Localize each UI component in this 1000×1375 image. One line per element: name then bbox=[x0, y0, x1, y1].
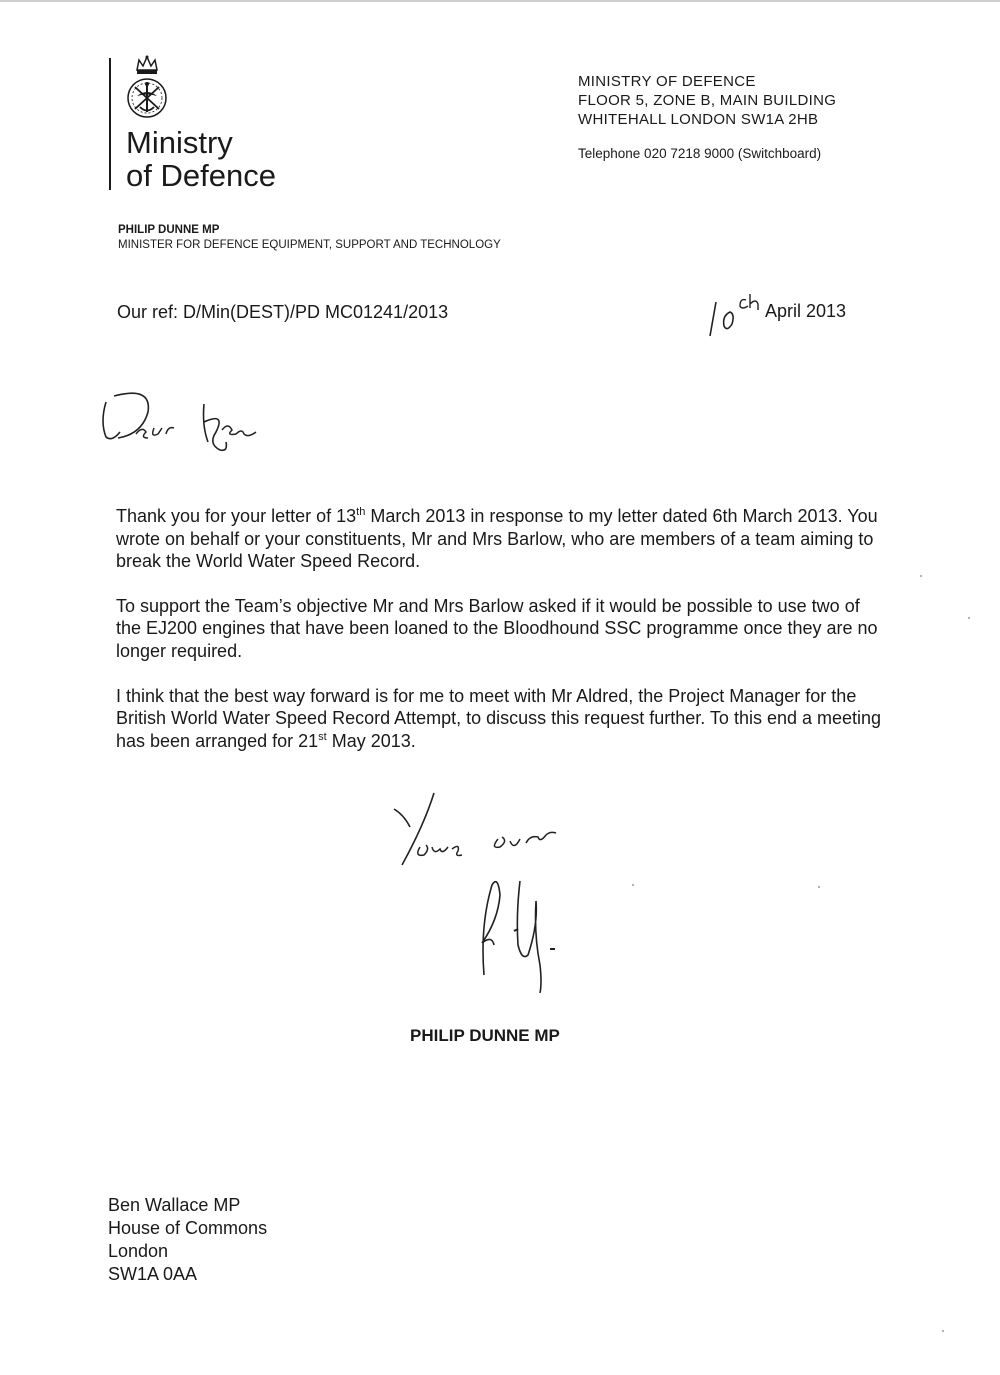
org-name bbox=[126, 126, 276, 192]
address-line: FLOOR 5, ZONE B, MAIN BUILDING bbox=[578, 92, 837, 109]
recipient-line: London bbox=[108, 1241, 169, 1261]
recipient-line: Ben Wallace MP bbox=[108, 1195, 241, 1215]
address-line: WHITEHALL LONDON SW1A 2HB bbox=[578, 111, 819, 128]
scan-speck bbox=[632, 884, 634, 886]
royal-crest-icon bbox=[123, 54, 171, 126]
recipient-line: SW1A 0AA bbox=[108, 1264, 198, 1284]
signer-name: PHILIP DUNNE MP bbox=[410, 1026, 560, 1045]
sender-address bbox=[578, 72, 836, 129]
minister-name: PHILIP DUNNE MP bbox=[118, 224, 220, 236]
scan-speck bbox=[920, 575, 922, 577]
paragraph-text: March 2013 in response to my letter dated 6th March 2013. You wrote on behalf or your constituents, Mr and Mrs Barlow, who are members of a team aiming to break the World Water Speed Record. bbox=[116, 506, 878, 572]
minister-block bbox=[118, 223, 501, 253]
org-name-line1: Ministry bbox=[126, 125, 233, 160]
handwritten-date bbox=[702, 290, 772, 340]
paragraph-text: Thank you for your letter of 13 bbox=[116, 506, 357, 526]
letterhead-rule bbox=[109, 58, 111, 190]
handwritten-signature-icon bbox=[458, 865, 568, 995]
handwritten-closing bbox=[390, 785, 580, 875]
body-paragraph bbox=[116, 505, 886, 573]
scan-speck bbox=[942, 1330, 944, 1332]
body-paragraph bbox=[116, 685, 886, 753]
recipient-address bbox=[108, 1194, 267, 1286]
paragraph-text: May 2013. bbox=[326, 730, 416, 751]
scan-speck bbox=[968, 617, 970, 619]
address-line: MINISTRY OF DEFENCE bbox=[578, 73, 756, 90]
reference: Our ref: D/Min(DEST)/PD MC01241/2013 bbox=[117, 302, 449, 322]
ordinal-suffix: th bbox=[356, 506, 366, 518]
minister-title: MINISTER FOR DEFENCE EQUIPMENT, SUPPORT AND TECHNOLOGY bbox=[118, 239, 501, 251]
scan-edge bbox=[0, 0, 1000, 2]
handwritten-salutation bbox=[96, 382, 276, 462]
scan-speck bbox=[818, 886, 820, 888]
paragraph-text: I think that the best way forward is for me to meet with Mr Aldred, the Project Manager for the British World Water Speed Record Attempt, to discuss this request further. To this end a meeting has been arranged for 21 bbox=[116, 685, 882, 751]
letter-date: April 2013 bbox=[765, 301, 847, 321]
telephone: Telephone 020 7218 9000 (Switchboard) bbox=[578, 146, 822, 161]
org-name-line2: of Defence bbox=[126, 158, 276, 193]
ordinal-suffix: st bbox=[318, 730, 327, 743]
body-paragraph: To support the Team’s objective Mr and Mrs Barlow asked if it would be possible to use two of the EJ200 engines that have been loaned to the Bloodhound SSC programme once they are no longer required. bbox=[116, 595, 878, 661]
letter-body bbox=[116, 505, 886, 774]
recipient-line: House of Commons bbox=[108, 1218, 268, 1238]
